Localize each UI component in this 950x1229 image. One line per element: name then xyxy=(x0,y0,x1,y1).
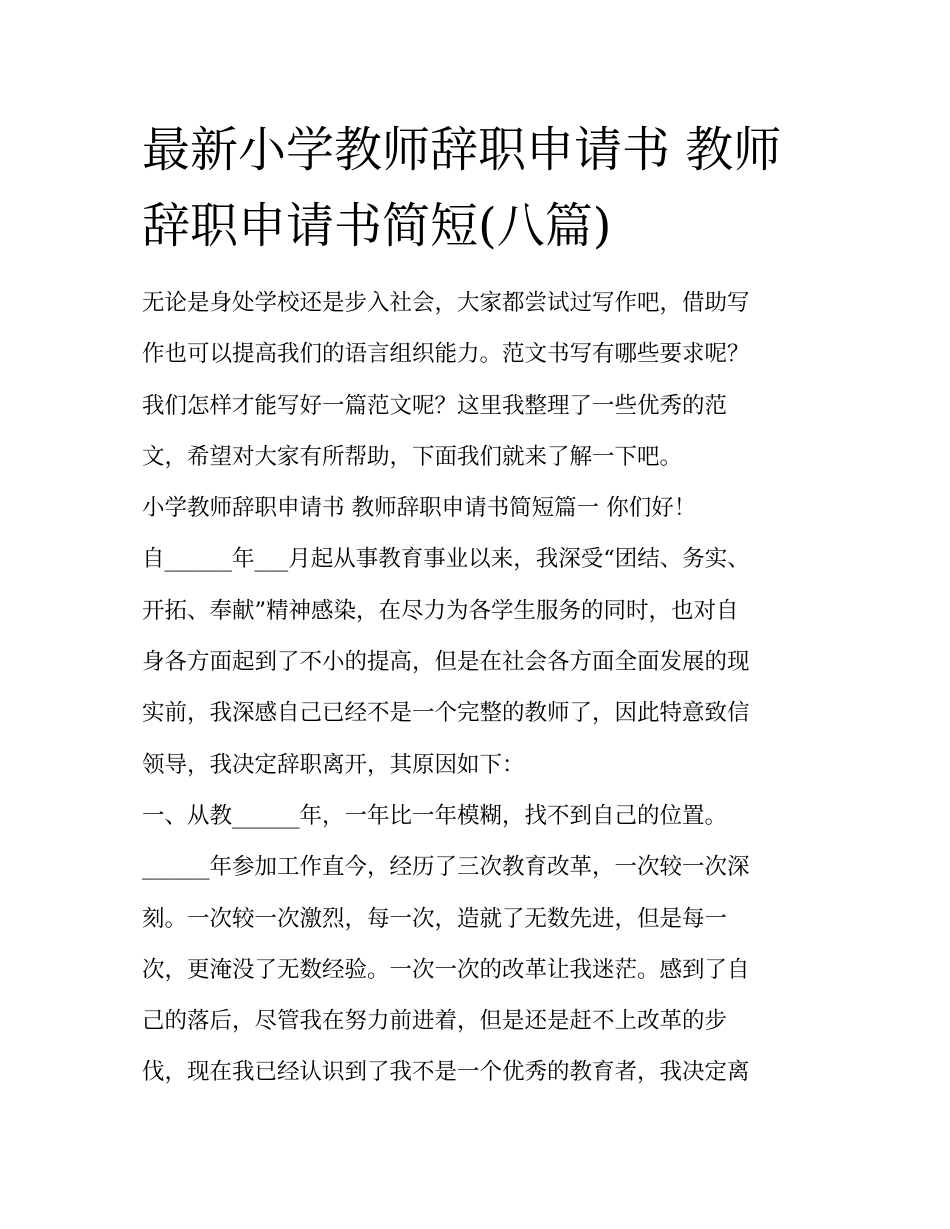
body-line: ______年参加工作直今，经历了三次教育改革，一次较一次深 xyxy=(142,854,750,881)
body-line: 无论是身处学校还是步入社会，大家都尝试过写作吧，借助写 xyxy=(142,290,750,316)
document-body xyxy=(142,278,814,1099)
body-line: 开拓、奉献”精神感染，在尽力为各学生服务的同时，也对自 xyxy=(142,597,739,624)
title-line: 最新小学教师辞职申请书 教师 xyxy=(142,122,782,178)
body-line: 文，希望对大家有所帮助，下面我们就来了解一下吧。 xyxy=(142,443,683,470)
body-line: 实前，我深感自己已经不是一个完整的教师了，因此特意致信 xyxy=(142,700,750,727)
body-line: 我们怎样才能写好一篇范文呢？这里我整理了一些优秀的范 xyxy=(142,392,728,419)
body-line: 一、从教______年，一年比一年模糊，找不到自己的位置。 xyxy=(142,802,728,829)
document-title xyxy=(142,112,822,264)
body-line: 作也可以提高我们的语言组织能力。范文书写有哪些要求呢？ xyxy=(142,341,750,368)
section-heading-line: 小学教师辞职申请书 教师辞职申请书简短篇一 你们好！ xyxy=(142,495,697,522)
title-line: 辞职申请书简短(八篇) xyxy=(142,198,612,254)
body-line: 刻。一次较一次激烈，每一次，造就了无数先进，但是每一 xyxy=(142,905,728,932)
body-line: 己的落后，尽管我在努力前进着，但是还是赶不上改革的步 xyxy=(142,1008,728,1035)
body-line: 次，更淹没了无数经验。一次一次的改革让我迷茫。感到了自 xyxy=(142,956,750,983)
body-line: 身各方面起到了不小的提高，但是在社会各方面全面发展的现 xyxy=(142,649,750,676)
body-line: 领导，我决定辞职离开，其原因如下： xyxy=(142,751,525,778)
body-line: 伐，现在我已经认识到了我不是一个优秀的教育者，我决定离 xyxy=(142,1059,750,1086)
body-line: 自______年___月起从事教育事业以来，我深受“团结、务实、 xyxy=(142,546,750,573)
